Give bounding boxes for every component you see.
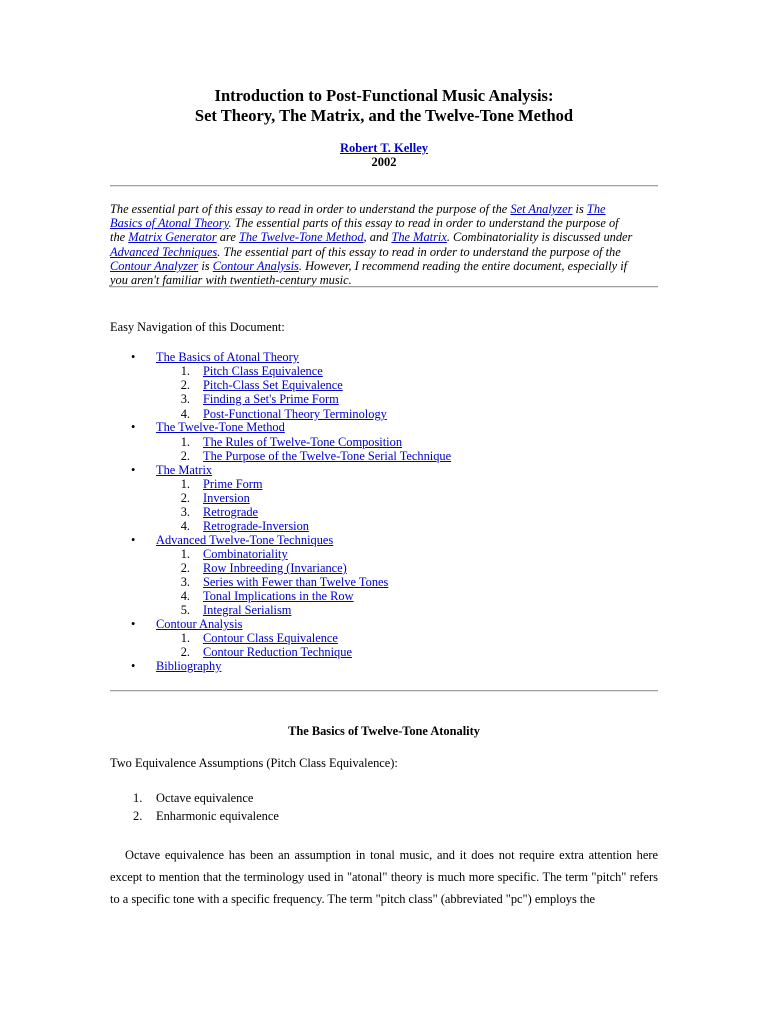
intro-text: The essential part of this essay to read in order to understand the purpose of the [110,202,511,216]
sub-number: 2. [180,378,190,392]
nav-link[interactable]: Contour Reduction Technique [203,645,352,659]
nav-sub-item[interactable] [203,645,352,660]
matrix-generator-link[interactable]: Matrix Generator [128,230,217,245]
nav-link[interactable]: Combinatoriality [203,547,288,561]
sub-number: 1. [180,477,190,491]
the-matrix-link[interactable]: The Matrix [391,230,447,245]
nav-heading: Easy Navigation of this Document: [110,320,285,334]
intro-text: . However, I recommend reading the entire document, especially if [298,258,628,273]
nav-link[interactable]: Post-Functional Theory Terminology [203,407,387,421]
advanced-techniques-link[interactable]: Advanced Techniques [110,244,218,259]
list-number: 2. [133,809,143,823]
basics-link-part-2[interactable]: Basics of Atonal Theory [110,216,229,231]
intro-line-2 [110,216,658,230]
assumption-item: Enharmonic equivalence [156,809,279,823]
sub-number: 3. [180,575,190,589]
sub-number: 4. [180,407,190,421]
nav-link[interactable]: Retrograde-Inversion [203,519,309,533]
nav-link[interactable]: Series with Fewer than Twelve Tones [203,575,389,589]
nav-sub-item[interactable] [203,561,347,576]
nav-link[interactable]: Inversion [203,491,250,505]
author-link[interactable]: Robert T. Kelley [339,141,429,155]
bullet-icon: • [131,617,136,631]
sub-number: 1. [180,435,190,449]
intro-text: you aren't familiar with twentieth-century music. [110,273,352,288]
nav-link[interactable]: Contour Class Equivalence [203,631,338,645]
nav-link[interactable]: The Rules of Twelve-Tone Composition [203,435,403,449]
document-title-line-2: Set Theory, The Matrix, and the Twelve-Tone Method [194,106,574,125]
nav-link[interactable]: Pitch-Class Set Equivalence [203,378,343,392]
nav-sub-item[interactable] [203,505,258,520]
intro-line-5 [110,259,658,273]
nav-link[interactable]: The Basics of Atonal Theory [156,350,299,364]
nav-sub-item[interactable] [203,364,323,379]
intro-line-3 [110,230,658,244]
sub-number: 4. [180,589,190,603]
nav-link[interactable]: Bibliography [156,659,222,673]
intro-text: . The essential part of this essay to read in order to understand the purpose of the [217,244,621,259]
section-heading: The Basics of Twelve-Tone Atonality [288,724,480,738]
divider-nav-bottom [110,690,658,692]
nav-sub-item[interactable] [203,378,343,393]
bullet-icon: • [131,659,136,673]
intro-line-1 [110,202,658,216]
nav-sub-item[interactable] [203,575,388,590]
intro-text: are [216,230,239,245]
basics-link-part-1[interactable]: The [586,202,606,216]
sub-number: 2. [180,491,190,505]
nav-sub-item[interactable] [203,392,339,407]
nav-link[interactable]: Row Inbreeding (Invariance) [203,561,347,575]
nav-section-matrix[interactable] [156,463,212,478]
sub-number: 3. [180,505,190,519]
nav-link[interactable]: Contour Analysis [156,617,243,631]
sub-number: 5. [180,603,190,617]
document-title-line-1: Introduction to Post-Functional Music Analysis: [214,86,554,105]
sub-number: 2. [180,561,190,575]
divider-intro-bottom [110,286,658,288]
bullet-icon: • [131,350,136,364]
nav-link[interactable]: The Purpose of the Twelve-Tone Serial Technique [203,449,452,463]
nav-sub-item[interactable] [203,547,288,562]
intro-paragraph [110,202,658,287]
assumption-item: Octave equivalence [156,791,254,805]
intro-text: the [110,230,129,245]
nav-sub-item[interactable] [203,519,309,534]
nav-link[interactable]: The Matrix [156,463,213,477]
author-line [0,141,768,155]
sub-number: 1. [180,547,190,561]
sub-number: 1. [180,364,190,378]
nav-sub-item[interactable] [203,589,354,604]
nav-link[interactable]: Finding a Set's Prime Form [203,392,339,406]
intro-text: . Combinatoriality is discussed under [446,230,633,245]
nav-sub-item[interactable] [203,435,402,450]
twelve-tone-method-link[interactable]: The Twelve-Tone Method [238,230,364,245]
list-number: 1. [133,791,143,805]
assumptions-intro: Two Equivalence Assumptions (Pitch Class Equivalence): [110,756,398,770]
nav-link[interactable]: Retrograde [203,505,259,519]
nav-sub-item[interactable] [203,449,451,464]
intro-line-4 [110,245,658,259]
sub-number: 1. [180,631,190,645]
intro-text: is [198,258,213,273]
body-paragraph: Octave equivalence has been an assumption in tonal music, and it does not require extra attention here except to mention that the terminology used in "atonal" theory is much more specific. The term "pitch" refers to a specific tone with a specific frequency. The term "pitch class" (abbreviated "pc") employs the [110,848,658,906]
nav-section-advanced[interactable] [156,533,333,548]
nav-section-bibliography[interactable] [156,659,221,674]
nav-sub-item[interactable] [203,491,250,506]
sub-number: 4. [180,519,190,533]
sub-number: 2. [180,449,190,463]
nav-link[interactable]: Prime Form [203,477,263,491]
intro-text: is [572,202,587,216]
nav-link[interactable]: Tonal Implications in the Row [203,589,354,603]
sub-number: 2. [180,645,190,659]
nav-sub-item[interactable] [203,477,263,492]
nav-section-twelve-tone[interactable] [156,420,285,435]
nav-link[interactable]: The Twelve-Tone Method [156,420,285,434]
intro-text: . The essential parts of this essay to read in order to understand the purpose of [228,216,619,231]
bullet-icon: • [131,420,136,434]
nav-section-contour[interactable] [156,617,242,632]
intro-text: , and [363,230,392,245]
bullet-icon: • [131,533,136,547]
contour-analysis-link[interactable]: Contour Analysis [212,258,299,273]
year: 2002 [371,155,397,169]
divider-top [110,185,658,187]
set-analyzer-link[interactable]: Set Analyzer [510,202,573,216]
nav-sub-item[interactable] [203,631,338,646]
nav-link[interactable]: Advanced Twelve-Tone Techniques [156,533,334,547]
bullet-icon: • [131,463,136,477]
sub-number: 3. [180,392,190,406]
nav-section-basics[interactable] [156,350,299,365]
nav-link[interactable]: Pitch Class Equivalence [203,364,323,378]
nav-link[interactable]: Integral Serialism [203,603,292,617]
nav-sub-item[interactable] [203,603,291,618]
contour-analyzer-link[interactable]: Contour Analyzer [110,258,199,273]
